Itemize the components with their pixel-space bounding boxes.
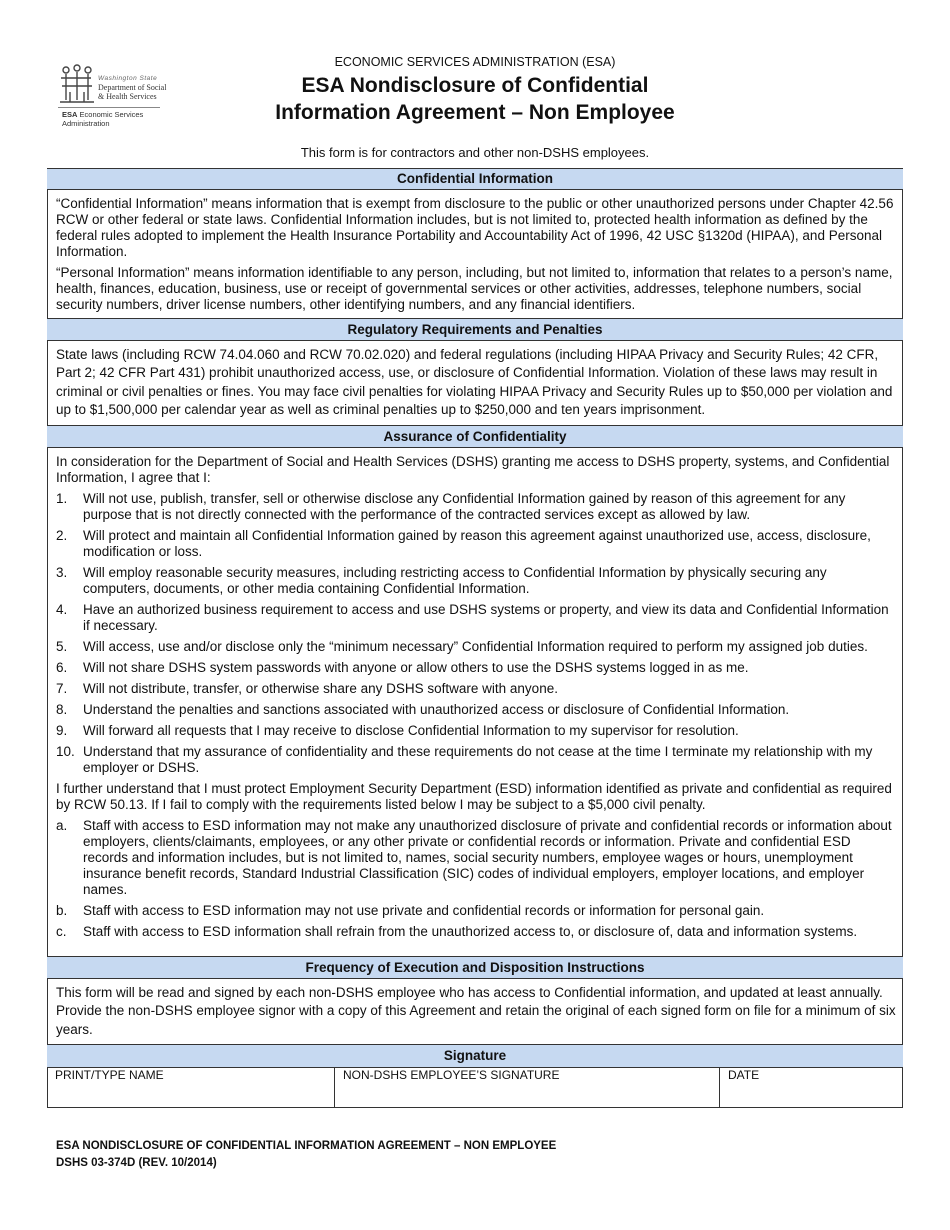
list-item-letter: b.: [56, 903, 68, 918]
logo-state-text: Washington State: [98, 75, 158, 82]
list-item-number: 8.: [56, 702, 68, 717]
list-item-number: 3.: [56, 565, 68, 580]
list-item-text: Will not distribute, transfer, or otherwise share any DSHS software with anyone.: [83, 681, 558, 696]
section-heading-frequency: Frequency of Execution and Disposition Instructions: [47, 956, 903, 979]
date-field[interactable]: [720, 1067, 903, 1108]
footer-form-number: DSHS 03-374D (REV. 10/2014): [56, 1157, 217, 1169]
list-item-text: Understand the penalties and sanctions associated with unauthorized access or disclosure of Confidential Information.: [83, 702, 790, 717]
signature-row: [47, 1067, 903, 1108]
employee-signature-label: NON-DSHS EMPLOYEE’S SIGNATURE: [343, 1068, 560, 1082]
footer-form-title: ESA NONDISCLOSURE OF CONFIDENTIAL INFORMATION AGREEMENT – NON EMPLOYEE: [56, 1140, 557, 1152]
list-item: [56, 744, 896, 776]
section-heading-confidential: Confidential Information: [47, 168, 903, 190]
list-item-number: 2.: [56, 528, 68, 543]
list-item-number: 5.: [56, 639, 68, 654]
regulatory-text: State laws (including RCW 74.04.060 and RCW 70.02.020) and federal regulations (including HIPAA Privacy and Security Rules; 42 CFR, Part 2; 42 CFR Part 431) prohibit unauthorized access, use, or disclosure of Confidential Information. Violation of these laws may result in criminal or civil penalties or fines. You may face civil penalties for violating HIPAA Privacy and Security Rules up to $50,000 per violation and up to $1,500,000 per calendar year as well as criminal penalties up to $250,000 and ten years imprisonment.: [56, 347, 893, 417]
section-heading-signature: Signature: [47, 1044, 903, 1068]
list-item-number: 6.: [56, 660, 68, 675]
list-item: [56, 602, 896, 634]
list-item-letter: a.: [56, 818, 68, 833]
title-line2: Information Agreement – Non Employee: [275, 101, 675, 124]
title-line1: ESA Nondisclosure of Confidential: [301, 74, 649, 97]
list-item: [56, 723, 896, 739]
list-item: [56, 639, 896, 655]
frequency-text: This form will be read and signed by each non-DSHS employee who has access to Confidential information, and updated at least annually. Provide the non-DSHS employee signor with a copy of this Agreement and retain the original of each signed form on file for a minimum of six years.: [56, 985, 896, 1037]
assurance-list: [56, 491, 896, 776]
list-item-text: Will forward all requests that I may receive to disclose Confidential Information to my supervisor for resolution.: [83, 723, 739, 738]
list-item: [56, 528, 896, 560]
section-confidential-body: [56, 196, 896, 318]
agency-name: ECONOMIC SERVICES ADMINISTRATION (ESA): [334, 55, 616, 69]
logo-esa-name: Economic Services: [79, 110, 144, 119]
list-item-text: Staff with access to ESD information may not use private and confidential records or information for personal gain.: [83, 903, 765, 918]
employee-signature-field[interactable]: [335, 1067, 720, 1108]
confidential-definition: “Confidential Information” means information that is exempt from disclosure to the public or other unauthorized persons under Chapter 42.56 RCW or other federal or state laws. Confidential Information includes, but is not limited to, protected health information as defined by the federal rules adopted to implement the Health Insurance Portability and Accountability Act of 1996, 42 USC §1320d (HIPAA), and Personal Information.: [56, 196, 894, 259]
logo-esa-name2: Administration: [62, 119, 110, 128]
list-item-text: Have an authorized business requirement to access and use DSHS systems or property, and view its data and Confidential Information if necessary.: [83, 602, 889, 633]
list-item-letter: c.: [56, 924, 67, 939]
section-heading-regulatory: Regulatory Requirements and Penalties: [47, 318, 903, 341]
list-item: [56, 818, 896, 898]
list-item: [56, 702, 896, 718]
section-assurance-body: [56, 454, 896, 945]
print-name-field[interactable]: [47, 1067, 335, 1108]
date-label: DATE: [728, 1068, 760, 1082]
logo-esa-abbr: ESA: [62, 110, 78, 119]
list-item: [56, 681, 896, 697]
list-item: [56, 660, 896, 676]
list-item: [56, 565, 896, 597]
list-item: [56, 491, 896, 523]
list-item-text: Will employ reasonable security measures, including restricting access to Confidential Information by physically securing any computers, documents, or other media containing Confidential Information.: [83, 565, 827, 596]
list-item-text: Will not use, publish, transfer, sell or otherwise disclose any Confidential Information gained by reason of this agreement for any purpose that is not directly connected with the performance of the contracted services except as allowed by law.: [83, 491, 846, 522]
personal-definition: “Personal Information” means information identifiable to any person, including, but not limited to, information that relates to a person’s name, health, finances, education, business, use or receipt of governmental services or other activities, addresses, telephone numbers, social security numbers, driver license numbers, other identifying numbers, and any financial identifiers.: [56, 265, 893, 312]
form-intro: This form is for contractors and other non-DSHS employees.: [300, 145, 650, 160]
section-heading-assurance: Assurance of Confidentiality: [47, 425, 903, 448]
list-item-number: 4.: [56, 602, 68, 617]
list-item-text: Will protect and maintain all Confidential Information gained by reason this agreement against unauthorized use, access, disclosure, modification or loss.: [83, 528, 871, 559]
list-item: [56, 903, 896, 919]
print-name-label: PRINT/TYPE NAME: [55, 1068, 164, 1082]
logo-dept-line1: Department of Social: [98, 83, 167, 92]
list-item-number: 9.: [56, 723, 68, 738]
assurance-intro: In consideration for the Department of Social and Health Services (DSHS) granting me access to DSHS property, systems, and Confidential Information, I agree that I:: [56, 454, 890, 485]
esd-list: [56, 818, 896, 940]
list-item-number: 7.: [56, 681, 68, 696]
list-item-number: 1.: [56, 491, 68, 506]
page-title: [0, 72, 950, 126]
list-item-text: Staff with access to ESD information shall refrain from the unauthorized access to, or disclosure of, data and information systems.: [83, 924, 858, 939]
esd-intro: I further understand that I must protect Employment Security Department (ESD) information identified as private and confidential as required by RCW 50.13. If I fail to comply with the requirements listed below I may be subject to a $5,000 civil penalty.: [56, 781, 892, 812]
list-item-text: Staff with access to ESD information may not make any unauthorized disclosure of private and confidential records or information about employers, clients/claimants, employees, or any other private or confidential records or information. Private and confidential ESD records and information includes, but is not limited to, names, social security numbers, employee wages or hours, unemployment insurance benefit records, Standard Industrial Classification (SIC) codes of individual employers, employer locations, and employer names.: [83, 818, 892, 897]
list-item-number: 10.: [56, 744, 75, 759]
list-item: [56, 924, 896, 940]
list-item-text: Will not share DSHS system passwords with anyone or allow others to use the DSHS systems logged in as me.: [83, 660, 749, 675]
list-item-text: Will access, use and/or disclose only the “minimum necessary” Confidential Information required to perform my assigned job duties.: [83, 639, 868, 654]
list-item-text: Understand that my assurance of confidentiality and these requirements do not cease at the time I terminate my relationship with my employer or DSHS.: [83, 744, 873, 775]
logo-dept-line2: & Health Services: [98, 92, 157, 101]
